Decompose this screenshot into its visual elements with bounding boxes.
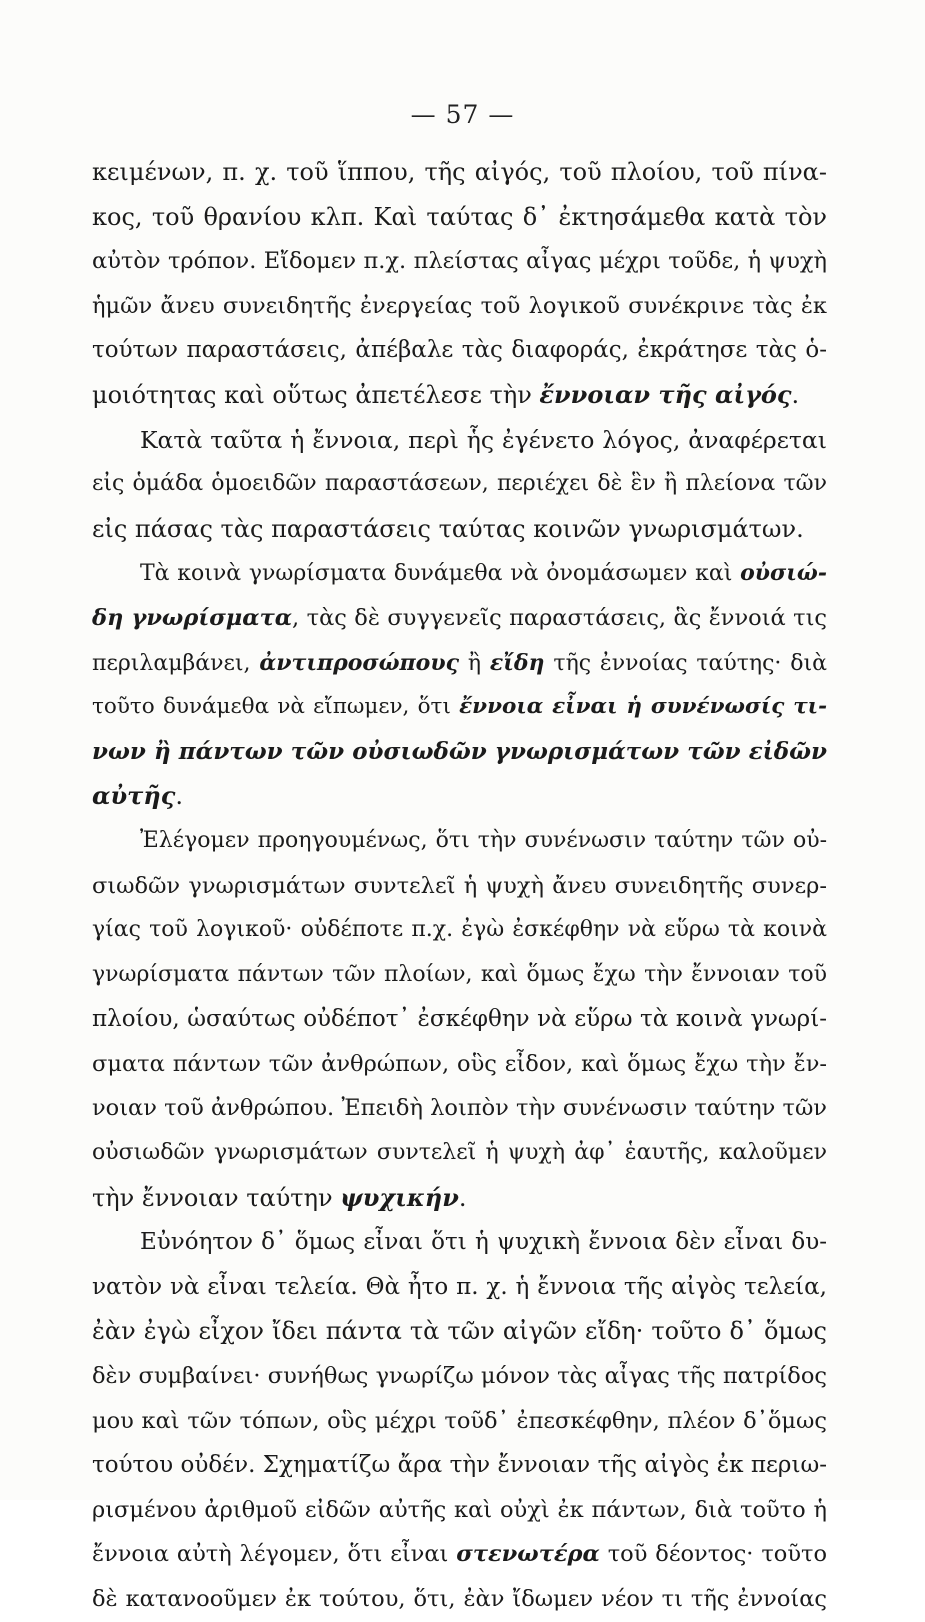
- text-line: [92, 507, 827, 552]
- text-segment: .: [791, 380, 800, 409]
- text-line: [92, 997, 827, 1042]
- text-line: [92, 730, 827, 775]
- text-line: [92, 462, 827, 507]
- text-line: [92, 819, 827, 864]
- text-segment: εἰς πάσας τὰς παραστάσεις ταύτας κοινῶν γνωρισμάτων.: [92, 514, 804, 543]
- text-line: [92, 1309, 827, 1354]
- emphasized-text: ἔννοιαν τῆς αἰγός: [539, 379, 792, 409]
- text-line: [92, 1399, 827, 1444]
- text-segment: σματα πάντων τῶν ἀνθρώπων, οὓς εἶδον, καὶ ὅμως ἔχω τὴν ἔν-: [92, 1050, 827, 1077]
- body-text: [92, 150, 827, 1622]
- text-line: [92, 1443, 827, 1488]
- text-segment: ἢ: [458, 650, 490, 676]
- text-segment: πλοίου, ὡσαύτως οὐδέποτ᾿ ἐσκέφθην νὰ εὕρω τὰ κοινὰ γνωρί-: [92, 1006, 827, 1033]
- text-segment: εἰς ὁμάδα ὁμοειδῶν παραστάσεων, περιέχει δὲ ἓν ἢ πλείονα τῶν: [92, 471, 827, 497]
- emphasized-text: ψυχικήν: [340, 1182, 459, 1212]
- text-segment: Τὰ κοινὰ γνωρίσματα δυνάμεθα νὰ ὀνομάσωμεν καὶ: [140, 561, 741, 587]
- text-segment: δὲ κατανοοῦμεν ἐκ τούτου, ὅτι, ἐὰν ἴδωμεν νέον τι τῆς ἐννοίας: [92, 1586, 827, 1612]
- text-line: [92, 953, 827, 998]
- text-segment: κειμένων, π. χ. τοῦ ἵππου, τῆς αἰγός, τοῦ πλοίου, τοῦ πίνα-: [92, 158, 827, 186]
- text-segment: νοιαν τοῦ ἀνθρώπου. Ἐπειδὴ λοιπὸν τὴν συνένωσιν ταύτην τῶν: [92, 1095, 827, 1122]
- emphasized-text: στενωτέρα: [456, 1541, 600, 1568]
- text-line: [92, 150, 827, 195]
- text-segment: Κατὰ ταῦτα ἡ ἔννοια, περὶ ἧς ἐγένετο λόγος, ἀναφέρεται: [140, 425, 827, 454]
- emphasized-text: νων ἢ πάντων τῶν οὐσιωδῶν γνωρισμάτων τῶν εἰδῶν: [92, 737, 827, 765]
- text-segment: τούτων παραστάσεις, ἀπέβαλε τὰς διαφοράς, ἐκράτησε τὰς ὁ-: [92, 337, 827, 364]
- text-line: [92, 685, 827, 730]
- text-line: [92, 418, 827, 463]
- text-segment: τούτου οὐδέν. Σχηματίζω ἄρα τὴν ἔννοιαν τῆς αἰγὸς ἐκ περιω-: [92, 1452, 827, 1479]
- text-line: [92, 373, 827, 418]
- page-number: — 57 —: [410, 100, 515, 129]
- text-line: [92, 195, 827, 240]
- text-segment: δὲν συμβαίνει· συνήθως γνωρίζω μόνον τὰς αἶγας τῆς πατρίδος: [92, 1363, 827, 1390]
- text-segment: τὴν ἔννοιαν ταύτην: [92, 1183, 341, 1212]
- text-segment: αὐτὸν τρόπον. Εἴδομεν π.χ. πλείστας αἶγας μέχρι τοῦδε, ἡ ψυχὴ: [92, 248, 827, 275]
- text-segment: , τὰς δὲ συγγενεῖς παραστάσεις, ἃς ἔννοιά τις: [292, 604, 827, 631]
- emphasized-text: εἴδη: [489, 649, 545, 676]
- text-line: [92, 1488, 827, 1533]
- text-line: [92, 284, 827, 329]
- emphasized-text: αὐτῆς: [92, 781, 176, 811]
- emphasized-text: ἀντιπροσώπους: [259, 649, 459, 676]
- text-line: [92, 1176, 827, 1221]
- text-segment: Εὐνόητον δ᾿ ὅμως εἶναι ὅτι ἡ ψυχικὴ ἔννοια δὲν εἶναι δυ-: [140, 1229, 827, 1256]
- emphasized-text: ἔννοια εἶναι ἡ συνένωσίς τι-: [459, 694, 827, 720]
- text-segment: .: [175, 782, 183, 811]
- text-segment: ἔννοια αὐτὴ λέγομεν, ὅτι εἶναι: [92, 1541, 457, 1568]
- text-segment: .: [458, 1183, 467, 1212]
- text-line: [92, 1265, 827, 1310]
- text-line: [92, 1042, 827, 1087]
- text-segment: περιλαμβάνει,: [92, 650, 260, 676]
- text-line: [92, 641, 827, 686]
- text-line: [92, 1577, 827, 1622]
- text-segment: νατὸν νὰ εἶναι τελεία. Θὰ ἦτο π. χ. ἡ ἔννοια τῆς αἰγὸς τελεία,: [92, 1273, 827, 1300]
- text-line: [92, 328, 827, 373]
- text-segment: γνωρίσματα πάντων τῶν πλοίων, καὶ ὅμως ἔχω τὴν ἔννοιαν τοῦ: [92, 961, 827, 987]
- text-segment: ἐὰν ἐγὼ εἶχον ἴδει πάντα τὰ τῶν αἰγῶν εἴδη· τοῦτο δ᾿ ὅμως: [92, 1317, 827, 1346]
- text-line: [92, 774, 827, 819]
- text-line: [92, 1532, 827, 1577]
- text-line: [92, 908, 827, 953]
- text-line: [92, 596, 827, 641]
- text-line: [92, 1220, 827, 1265]
- text-segment: τῆς ἐννοίας ταύτης· διὰ: [544, 650, 827, 676]
- text-segment: οὐσιωδῶν γνωρισμάτων συντελεῖ ἡ ψυχὴ ἀφ᾿ ἑαυτῆς, καλοῦμεν: [92, 1140, 827, 1166]
- text-segment: μοιότητας καὶ οὕτως ἀπετέλεσε τὴν: [92, 380, 540, 409]
- text-line: [92, 1354, 827, 1399]
- text-segment: Ἐλέγομεν προηγουμένως, ὅτι τὴν συνένωσιν ταύτην τῶν οὐ-: [140, 827, 827, 853]
- text-line: [92, 551, 827, 596]
- text-line: [92, 1131, 827, 1176]
- text-segment: σιωδῶν γνωρισμάτων συντελεῖ ἡ ψυχὴ ἄνευ συνειδητῆς συνερ-: [92, 872, 827, 899]
- text-segment: ρισμένου ἀριθμοῦ εἰδῶν αὐτῆς καὶ οὐχὶ ἐκ πάντων, διὰ τοῦτο ἡ: [92, 1496, 827, 1523]
- text-line: [92, 239, 827, 284]
- text-segment: τοῦ δέοντος· τοῦτο: [599, 1541, 827, 1568]
- text-segment: κος, τοῦ θρανίου κλπ. Καὶ ταύτας δ᾿ ἐκτησάμεθα κατὰ τὸν: [92, 202, 827, 231]
- text-segment: τοῦτο δυνάμεθα νὰ εἴπωμεν, ὅτι: [92, 694, 460, 720]
- text-line: [92, 864, 827, 909]
- text-segment: γίας τοῦ λογικοῦ· οὐδέποτε π.χ. ἐγὼ ἐσκέφθην νὰ εὕρω τὰ κοινὰ: [92, 917, 827, 943]
- emphasized-text: οὐσιώ-: [740, 560, 827, 587]
- emphasized-text: δη γνωρίσματα: [92, 604, 293, 631]
- text-segment: ἡμῶν ἄνευ συνειδητῆς ἐνεργείας τοῦ λογικοῦ συνέκρινε τὰς ἐκ: [92, 292, 827, 319]
- text-segment: μου καὶ τῶν τόπων, οὓς μέχρι τοῦδ᾿ ἐπεσκέφθην, πλέον δ᾿ὅμως: [92, 1407, 827, 1434]
- text-line: [92, 1086, 827, 1131]
